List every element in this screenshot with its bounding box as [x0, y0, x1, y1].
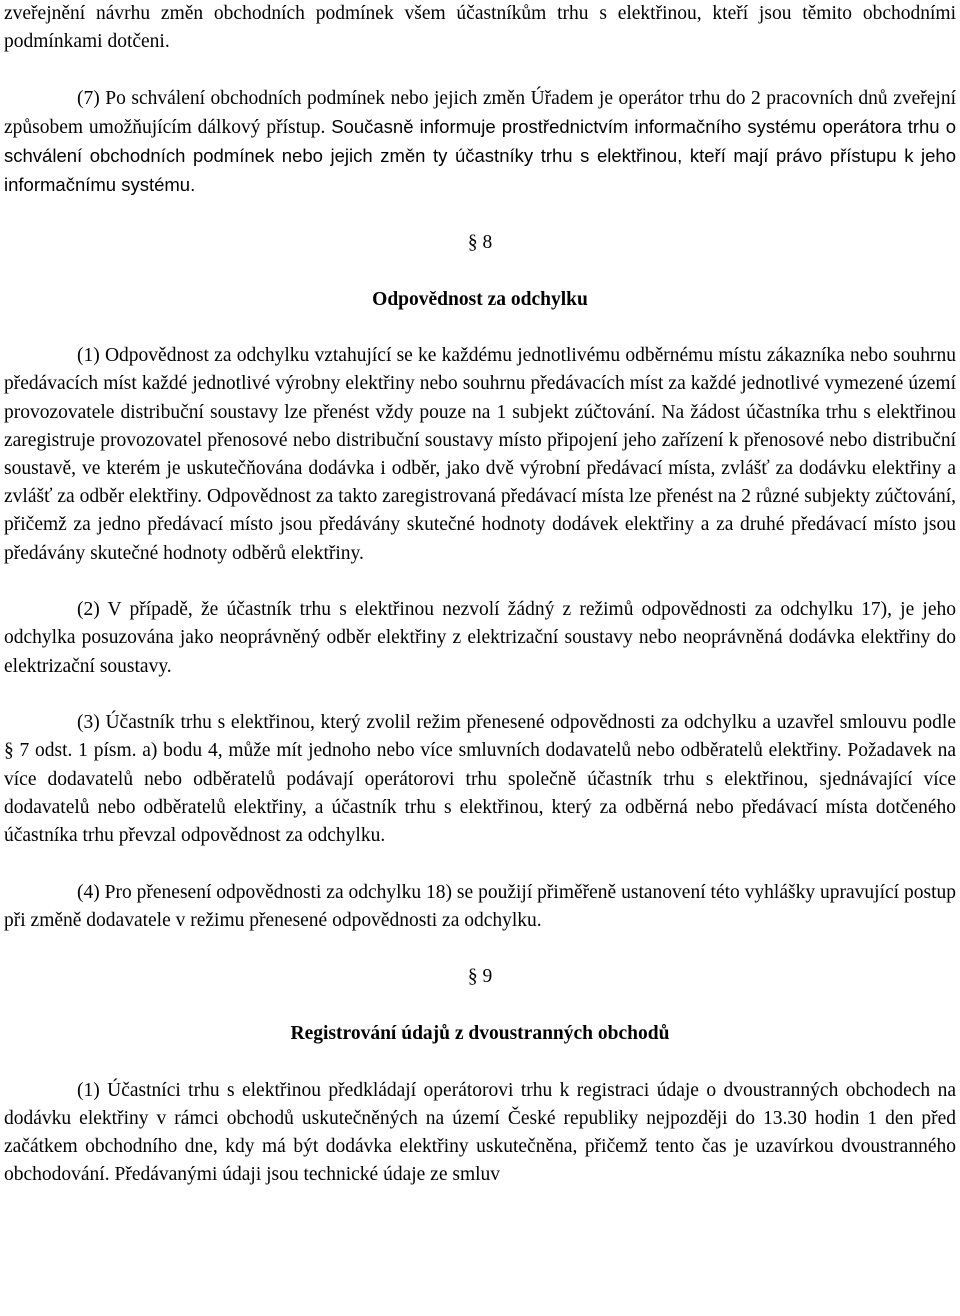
intro-paragraph-tail: zveřejnění návrhu změn obchodních podmínek všem účastníkům trhu s elektřinou, kteří jsou těmito obchodními podmínkami dotčeni.	[4, 3, 956, 53]
section-8-paragraph-4: (4) Pro přenesení odpovědnosti za odchylku 18) se použijí přiměřeně ustanovení této vyhlášky upravující postup při změně dodavatele v režimu přenesené odpovědnosti za odchylku.	[4, 881, 956, 931]
paragraph-7	[4, 85, 956, 201]
paragraph-7-sans-text: Současně informuje prostřednictvím informačního systému operátora trhu o schválení obchodních podmínek nebo jejich změn ty účastníky trhu s elektřinou, kteří mají právo přístupu k jeho informačnímu systému.	[4, 116, 956, 196]
section-9-number: § 9	[467, 966, 493, 988]
paragraph-7-text: (7) Po schválení obchodních podmínek nebo jejich změn Úřadem je operátor trhu do 2 pracovních dnů zveřejní způsobem umožňujícím dálkový přístup.	[4, 87, 956, 138]
section-9-title: Registrování údajů z dvoustranných obchodů	[290, 1023, 670, 1044]
section-8-paragraph-3: (3) Účastník trhu s elektřinou, který zvolil režim přenesené odpovědnosti za odchylku a uzavřel smlouvu podle § 7 odst. 1 písm. a) bodu 4, může mít jednoho nebo více smluvních dodavatelů nebo odběratelů elektřiny. Požadavek na více dodavatelů nebo odběratelů podávají operátorovi trhu společně účastník trhu s elektřinou, sjednávající více dodavatelů nebo odběratelů elektřiny, a účastník trhu s elektřinou, který za odběrná nebo předávací místa dotčeného účastníka trhu převzal odpovědnost za odchylku.	[4, 712, 956, 847]
section-9-paragraph-1: (1) Účastníci trhu s elektřinou předkládají operátorovi trhu k registraci údaje o dvoustranných obchodech na dodávku elektřiny v rámci obchodů uskutečněných na území České republiky nejpozději do 13.30 hodin 1 den před začátkem obchodního dne, kdy má být dodávka elektřiny uskutečněna, přičemž tento čas je uzavírkou dvoustranného obchodování. Předávanými údaji jsou technické údaje ze smluv	[4, 1079, 956, 1186]
section-8-number: § 8	[467, 232, 493, 253]
document-page	[4, 0, 956, 1189]
section-8-paragraph-1: (1) Odpovědnost za odchylku vztahující se ke každému jednotlivému odběrnému místu zákazníka nebo souhrnu předávacích míst každé jednotlivé výrobny elektřiny nebo souhrnu předávacích míst za každé jednotlivé vymezené území provozovatele distribuční soustavy lze přenést vždy pouze na 1 subjekt zúčtování. Na žádost účastníka trhu s elektřinou zaregistruje provozovatel přenosové nebo distribuční soustavy místo připojení jeho zařízení k přenosové nebo distribuční soustavě, ve kterém je uskutečňována dodávka i odběr, jako dvě výrobní předávací místa, zvlášť za dodávku elektřiny a zvlášť za odběr elektřiny. Odpovědnost za takto zaregistrovaná předávací místa lze přenést na 2 různé subjekty zúčtování, přičemž za jedno předávací místo jsou předávány skutečné hodnoty dodávek elektřiny a za druhé předávací místo jsou předávány skutečné hodnoty odběrů elektřiny.	[4, 345, 956, 564]
section-8-paragraph-2: (2) V případě, že účastník trhu s elektřinou nezvolí žádný z režimů odpovědnosti za odchylku 17), je jeho odchylka posuzována jako neoprávněný odběr elektřiny z elektrizační soustavy nebo neoprávněná dodávka elektřiny do elektrizační soustavy.	[4, 599, 956, 677]
section-8-title: Odpovědnost za odchylku	[372, 288, 588, 310]
